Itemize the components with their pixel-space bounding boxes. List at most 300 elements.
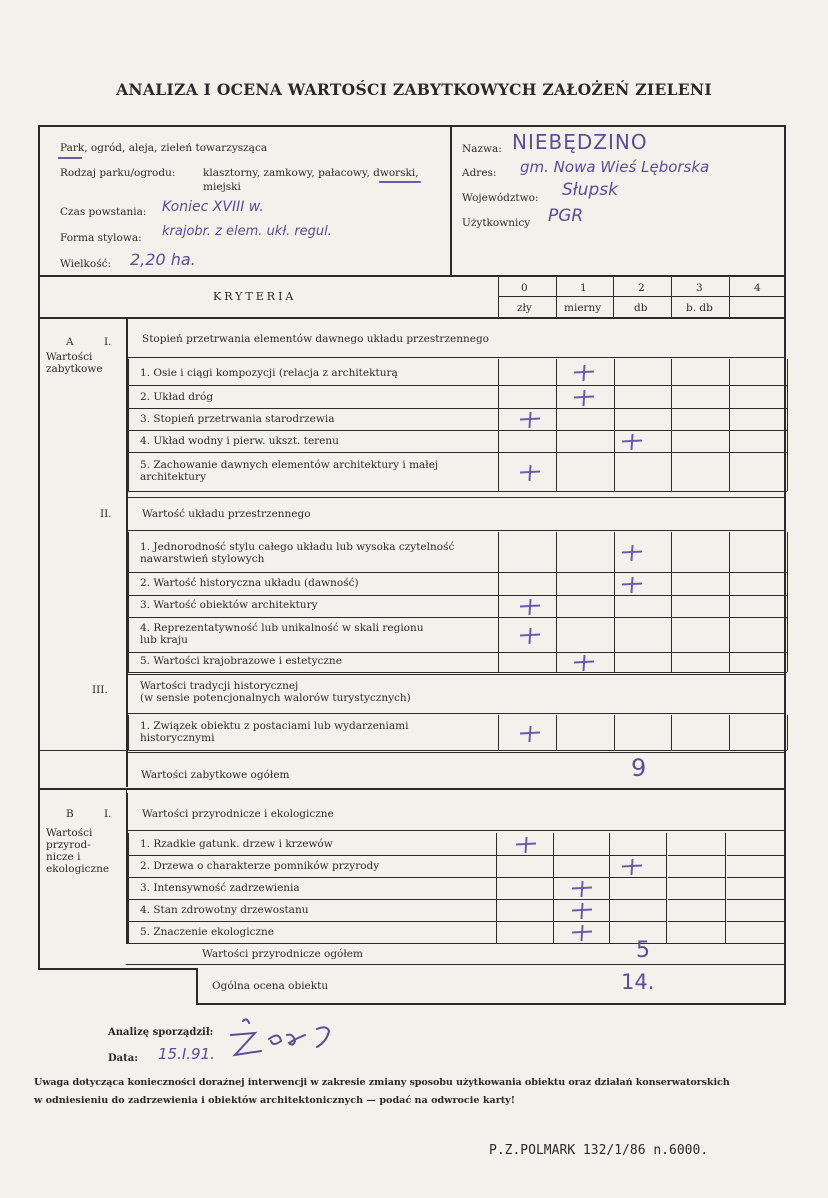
criterion-text: 3. Wartość obiektów architektury xyxy=(140,599,318,611)
score-cell-border xyxy=(552,855,610,856)
score-cell-border xyxy=(496,899,554,900)
total-b-bottom xyxy=(126,964,786,965)
check-mark xyxy=(622,435,642,447)
criterion-text: 3. Intensywność zadrzewienia xyxy=(140,882,300,894)
score-cell-edge xyxy=(556,430,557,452)
score-cell-edge xyxy=(671,595,672,617)
score-cell-border xyxy=(556,491,614,492)
score-cell-border xyxy=(498,491,556,492)
score-cell-edge xyxy=(671,452,672,491)
score-cell-border xyxy=(727,921,785,922)
score-cell-border xyxy=(556,750,614,751)
score-4: 4 xyxy=(754,282,761,294)
row-left-edge xyxy=(128,385,129,408)
score-cell-edge xyxy=(671,652,672,672)
check-mark xyxy=(572,904,592,916)
prepared-label: Analizę sporządził: xyxy=(108,1027,214,1038)
address-value: gm. Nowa Wieś Lęborska xyxy=(520,158,710,176)
score-cell-edge xyxy=(729,652,730,672)
row-text-cell-edge xyxy=(498,359,499,385)
score-col-divider xyxy=(498,276,499,318)
score-cell-border xyxy=(556,430,614,431)
overall-box-left xyxy=(196,968,198,1005)
score-cell-edge xyxy=(784,855,785,877)
score-cell-edge xyxy=(614,385,615,408)
score-cell-border xyxy=(552,877,610,878)
row-left-edge xyxy=(128,532,129,572)
section-b-name-2: przyrod- xyxy=(46,839,91,851)
row-left-edge xyxy=(128,652,129,672)
check-mark xyxy=(574,366,594,378)
row-text-cell-edge xyxy=(498,595,499,617)
score-cell-edge xyxy=(553,921,554,943)
score-cell-border xyxy=(668,855,726,856)
frame-left xyxy=(38,125,40,970)
score-cell-edge xyxy=(729,408,730,430)
score-cell-border xyxy=(729,750,787,751)
total-a-top xyxy=(126,752,786,753)
g1-top xyxy=(126,357,786,358)
style-label: Forma stylowa: xyxy=(60,232,142,244)
section-b-num: I. xyxy=(104,808,112,820)
score-cell-border xyxy=(556,672,614,673)
row-text-cell-edge xyxy=(498,572,499,595)
score-cell-edge xyxy=(671,385,672,408)
time-label: Czas powstania: xyxy=(60,206,147,218)
name-label: Nazwa: xyxy=(462,143,502,155)
kind-label: Rodzaj parku/ogrodu: xyxy=(60,167,176,179)
score-1: 1 xyxy=(580,282,587,294)
score-cell-edge xyxy=(556,359,557,385)
row-divider xyxy=(128,750,501,751)
row-text-cell-edge xyxy=(498,452,499,491)
row-text-cell-edge xyxy=(498,617,499,652)
score-cell-edge xyxy=(671,430,672,452)
name-value: NIEBĘDZINO xyxy=(512,130,648,154)
criterion-text: 1. Osie i ciągi kompozycji (relacja z architekturą xyxy=(140,367,398,379)
total-b-value: 5 xyxy=(636,938,650,963)
row-left-edge xyxy=(128,617,129,652)
note-line-2: w odniesieniu do zadrzewienia i obiektów architektonicznych — podać na odwrocie karty! xyxy=(34,1095,515,1106)
score-cell-border xyxy=(671,385,729,386)
score-cell-border xyxy=(556,572,614,573)
score-cell-edge xyxy=(729,359,730,385)
score-cell-edge xyxy=(729,430,730,452)
row-divider xyxy=(128,855,501,856)
form-title: ANALIZA I OCENA WARTOŚCI ZABYTKOWYCH ZAŁOŻEŃ ZIELENI xyxy=(116,80,712,99)
row-divider xyxy=(128,921,501,922)
check-mark xyxy=(520,466,540,478)
criterion-text: 4. Stan zdrowotny drzewostanu xyxy=(140,904,309,916)
print-code: P.Z.POLMARK 132/1/86 n.6000. xyxy=(489,1143,709,1158)
criterion-text: 1. Rzadkie gatunk. drzew i krzewów xyxy=(140,838,333,850)
row-left-edge xyxy=(128,899,129,921)
group-title-edge xyxy=(126,674,127,713)
score-cell-edge xyxy=(725,921,726,943)
row-left-edge xyxy=(128,408,129,430)
score-cell-edge xyxy=(729,452,730,491)
score-cell-border xyxy=(613,452,671,453)
score-cell-edge xyxy=(553,833,554,855)
score-cell-edge xyxy=(787,359,788,385)
check-mark xyxy=(520,600,540,612)
row-text-cell-edge xyxy=(496,833,497,855)
score-col-divider xyxy=(729,276,730,318)
section-a-num-3: III. xyxy=(92,684,108,696)
score-cell-border xyxy=(556,452,614,453)
row-left-edge xyxy=(128,833,129,855)
score-cell-edge xyxy=(553,877,554,899)
total-b-label: Wartości przyrodnicze ogółem xyxy=(202,948,363,960)
score-cell-edge xyxy=(671,617,672,652)
score-cell-border xyxy=(556,385,614,386)
score-cell-border xyxy=(671,408,729,409)
total-b-top xyxy=(126,943,786,944)
score-cell-border xyxy=(498,617,556,618)
score-cell-border xyxy=(727,899,785,900)
score-cell-border xyxy=(729,652,787,653)
score-cell-edge xyxy=(609,877,610,899)
score-col-divider xyxy=(613,276,614,318)
score-cell-edge xyxy=(556,408,557,430)
score-cell-edge xyxy=(729,595,730,617)
row-left-edge xyxy=(128,430,129,452)
score-cell-edge xyxy=(556,532,557,572)
group-title-edge xyxy=(126,790,127,830)
score-cell-edge xyxy=(666,833,667,855)
check-mark xyxy=(572,882,592,894)
row-divider xyxy=(128,385,501,386)
score-cell-edge xyxy=(671,715,672,750)
criteria-label: KRYTERIA xyxy=(213,290,297,303)
date-label: Data: xyxy=(108,1053,138,1064)
section-a-letter: A xyxy=(66,336,74,348)
group-title-edge xyxy=(126,497,127,530)
section-b-name-1: Wartości xyxy=(46,827,93,839)
row-left-edge xyxy=(128,877,129,899)
group-1-title: Stopień przetrwania elementów dawnego układu przestrzennego xyxy=(142,333,489,345)
score-cell-edge xyxy=(614,595,615,617)
section-b-name-4: ekologiczne xyxy=(46,863,110,875)
score-cell-edge xyxy=(671,532,672,572)
score-cell-edge xyxy=(787,595,788,617)
criterion-text: 2. Układ dróg xyxy=(140,391,214,403)
check-mark xyxy=(520,727,540,739)
kind-options-2: miejski xyxy=(203,181,241,193)
criterion-text: 1. Związek obiektu z postaciami lub wydarzeniami xyxy=(140,720,409,732)
score-cell-border xyxy=(556,408,614,409)
score-cell-border xyxy=(552,921,610,922)
criterion-text: historycznymi xyxy=(140,732,215,744)
score-cell-border xyxy=(609,877,667,878)
score-cell-border xyxy=(729,595,787,596)
total-a-value: 9 xyxy=(631,754,647,782)
score-cell-edge xyxy=(729,385,730,408)
row-text-cell-edge xyxy=(496,855,497,877)
score-cell-edge xyxy=(614,430,615,452)
voivodeship-label: Województwo: xyxy=(462,192,539,204)
score-cell-border xyxy=(613,572,671,573)
score-cell-edge xyxy=(787,572,788,595)
score-desc-3: b. db xyxy=(686,302,713,314)
overall-label: Ogólna ocena obiektu xyxy=(212,980,329,992)
row-divider xyxy=(128,408,501,409)
frame-bottom xyxy=(196,1003,786,1005)
section-b-letter: B xyxy=(66,808,74,820)
section-a-num-1: I. xyxy=(104,336,112,348)
check-mark xyxy=(520,413,540,425)
score-cell-edge xyxy=(784,921,785,943)
score-cell-border xyxy=(668,899,726,900)
score-cell-edge xyxy=(787,715,788,750)
score-cell-edge xyxy=(666,855,667,877)
criterion-text: 2. Drzewa o charakterze pomników przyrody xyxy=(140,860,380,872)
row-divider xyxy=(128,617,501,618)
g2-top xyxy=(126,497,786,498)
check-mark xyxy=(622,860,642,872)
score-cell-edge xyxy=(614,715,615,750)
size-label: Wielkość: xyxy=(60,258,112,270)
row-text-cell-edge xyxy=(498,532,499,572)
score-cell-edge xyxy=(553,855,554,877)
g2-sub xyxy=(126,530,786,531)
score-3: 3 xyxy=(696,282,703,294)
score-cell-border xyxy=(671,595,729,596)
row-left-edge xyxy=(128,921,129,943)
score-cell-edge xyxy=(556,617,557,652)
score-cell-border xyxy=(729,452,787,453)
score-col-divider xyxy=(556,276,557,318)
score-cell-border xyxy=(668,877,726,878)
score-cell-border xyxy=(671,652,729,653)
score-cell-edge xyxy=(725,855,726,877)
row-divider xyxy=(128,491,501,492)
time-value: Koniec XVIII w. xyxy=(162,199,264,215)
g3-top xyxy=(126,674,786,675)
criterion-text: 5. Znaczenie ekologiczne xyxy=(140,926,275,938)
park-underline xyxy=(58,157,82,159)
score-cell-border xyxy=(671,750,729,751)
section-ab-divider xyxy=(38,788,786,790)
users-label: Użytkownicy xyxy=(462,217,531,229)
score-cell-border xyxy=(671,452,729,453)
score-cell-border xyxy=(729,491,787,492)
score-desc-1: mierny xyxy=(564,302,602,314)
score-cell-edge xyxy=(609,833,610,855)
score-cell-edge xyxy=(787,652,788,672)
score-cell-border xyxy=(671,491,729,492)
score-cell-edge xyxy=(729,572,730,595)
score-cell-border xyxy=(729,408,787,409)
score-cell-border xyxy=(729,385,787,386)
criterion-text: 4. Układ wodny i pierw. ukszt. terenu xyxy=(140,435,339,447)
group-3-title: Wartości tradycji historycznej xyxy=(140,680,299,692)
row-left-edge xyxy=(128,572,129,595)
row-text-cell-edge xyxy=(498,652,499,672)
row-text-cell-edge xyxy=(496,877,497,899)
score-cell-border xyxy=(498,652,556,653)
score-cell-border xyxy=(729,617,787,618)
score-cell-border xyxy=(609,899,667,900)
dworski-underline xyxy=(379,181,421,183)
criterion-text: 5. Wartości krajobrazowe i estetyczne xyxy=(140,655,342,667)
score-cell-edge xyxy=(725,899,726,921)
row-text-cell-edge xyxy=(496,921,497,943)
score-cell-edge xyxy=(787,408,788,430)
score-cell-border xyxy=(729,672,787,673)
score-cell-border xyxy=(496,921,554,922)
score-cell-border xyxy=(498,385,556,386)
date-value: 15.I.91. xyxy=(158,1045,215,1063)
score-col-divider xyxy=(671,276,672,318)
score-cell-edge xyxy=(614,652,615,672)
row-text-cell-edge xyxy=(498,408,499,430)
score-cell-edge xyxy=(671,359,672,385)
overall-value: 14. xyxy=(621,970,655,994)
score-cell-edge xyxy=(671,408,672,430)
voivodeship-value: Słupsk xyxy=(562,180,618,200)
score-cell-border xyxy=(613,750,671,751)
row-divider xyxy=(128,595,501,596)
score-cell-border xyxy=(613,430,671,431)
row-text-cell-edge xyxy=(498,385,499,408)
score-cell-edge xyxy=(614,572,615,595)
score-cell-border xyxy=(498,408,556,409)
score-2: 2 xyxy=(638,282,645,294)
score-cell-border xyxy=(671,572,729,573)
score-cell-edge xyxy=(671,572,672,595)
check-mark xyxy=(520,629,540,641)
score-cell-border xyxy=(668,921,726,922)
score-cell-edge xyxy=(556,715,557,750)
score-cell-edge xyxy=(725,877,726,899)
frame-top xyxy=(38,125,786,127)
group-3-subtitle: (w sensie potencjonalnych walorów turystycznych) xyxy=(140,692,411,704)
score-cell-border xyxy=(671,672,729,673)
score-cell-edge xyxy=(787,532,788,572)
criterion-text: 3. Stopień przetrwania starodrzewia xyxy=(140,413,335,425)
row-left-edge xyxy=(128,452,129,491)
criterion-text: 1. Jednorodność stylu całego układu lub wysoka czytelność xyxy=(140,541,455,553)
group-2-title: Wartość układu przestrzennego xyxy=(142,508,311,520)
users-value: PGR xyxy=(548,206,584,226)
score-cell-border xyxy=(556,617,614,618)
score-cell-border xyxy=(613,672,671,673)
score-cell-edge xyxy=(614,359,615,385)
score-cell-border xyxy=(498,750,556,751)
note-line-1: Uwaga dotycząca konieczności doraźnej interwencji w zakresie zmiany sposobu użytkowania obiektu oraz działań konserwatorskich xyxy=(34,1077,730,1088)
score-cell-edge xyxy=(787,617,788,652)
score-desc-0: zły xyxy=(517,302,532,314)
score-cell-border xyxy=(671,617,729,618)
section-a-name: Wartości zabytkowe xyxy=(46,351,103,375)
score-cell-border xyxy=(498,430,556,431)
score-cell-border xyxy=(498,572,556,573)
b-sub xyxy=(126,830,786,831)
check-mark xyxy=(574,391,594,403)
check-mark xyxy=(516,838,536,850)
row-divider xyxy=(128,652,501,653)
score-cell-border xyxy=(727,877,785,878)
score-cell-edge xyxy=(614,408,615,430)
score-cell-edge xyxy=(787,452,788,491)
section-b-title: Wartości przyrodnicze i ekologiczne xyxy=(142,808,334,820)
score-cell-edge xyxy=(553,899,554,921)
score-cell-border xyxy=(613,385,671,386)
score-cell-border xyxy=(496,855,554,856)
score-cell-border xyxy=(498,595,556,596)
score-cell-border xyxy=(613,617,671,618)
check-mark xyxy=(622,578,642,590)
score-cell-border xyxy=(609,921,667,922)
row-left-edge xyxy=(128,715,129,750)
row-divider xyxy=(128,877,501,878)
score-cell-edge xyxy=(666,877,667,899)
g3-sub xyxy=(126,713,786,714)
check-mark xyxy=(622,546,642,558)
signature xyxy=(225,1015,355,1065)
score-cell-border xyxy=(609,855,667,856)
score-cell-edge xyxy=(614,452,615,491)
check-mark xyxy=(572,926,592,938)
section-a-num-2: II. xyxy=(100,508,112,520)
score-cell-edge xyxy=(787,430,788,452)
score-cell-edge xyxy=(609,855,610,877)
kind-options: klasztorny, zamkowy, pałacowy, dworski, xyxy=(203,167,419,179)
row-divider xyxy=(128,452,501,453)
score-cell-border xyxy=(613,595,671,596)
score-cell-edge xyxy=(784,833,785,855)
row-left-edge xyxy=(128,595,129,617)
score-cell-edge xyxy=(784,899,785,921)
score-cell-edge xyxy=(556,452,557,491)
score-cell-border xyxy=(552,899,610,900)
score-cell-edge xyxy=(729,532,730,572)
row-left-edge xyxy=(128,359,129,385)
row-left-edge xyxy=(128,855,129,877)
score-cell-border xyxy=(613,491,671,492)
row-divider xyxy=(128,572,501,573)
score-cell-edge xyxy=(666,899,667,921)
score-cell-border xyxy=(613,408,671,409)
crit-header-bottom xyxy=(38,317,786,319)
score-cell-border xyxy=(556,595,614,596)
row-divider xyxy=(128,430,501,431)
score-cell-edge xyxy=(556,595,557,617)
crit-header-mid xyxy=(498,296,786,297)
score-cell-border xyxy=(498,672,556,673)
score-cell-edge xyxy=(556,652,557,672)
score-cell-edge xyxy=(614,532,615,572)
score-cell-border xyxy=(498,452,556,453)
score-cell-edge xyxy=(784,877,785,899)
score-cell-edge xyxy=(609,921,610,943)
criterion-text: 2. Wartość historyczna układu (dawność) xyxy=(140,577,359,589)
score-cell-border xyxy=(556,652,614,653)
group-title-edge xyxy=(126,317,127,357)
row-text-cell-edge xyxy=(498,430,499,452)
type-label: Park, ogród, aleja, zieleń towarzysząca xyxy=(60,142,268,154)
left-block-a-iii-top xyxy=(38,750,128,751)
size-value: 2,20 ha. xyxy=(130,250,196,269)
score-cell-edge xyxy=(614,617,615,652)
row-text-cell-edge xyxy=(498,715,499,750)
address-label: Adres: xyxy=(462,167,497,179)
score-cell-edge xyxy=(787,385,788,408)
score-desc-2: db xyxy=(634,302,648,314)
criterion-text: 5. Zachowanie dawnych elementów architektury i małej xyxy=(140,459,439,471)
row-text-cell-edge xyxy=(496,899,497,921)
